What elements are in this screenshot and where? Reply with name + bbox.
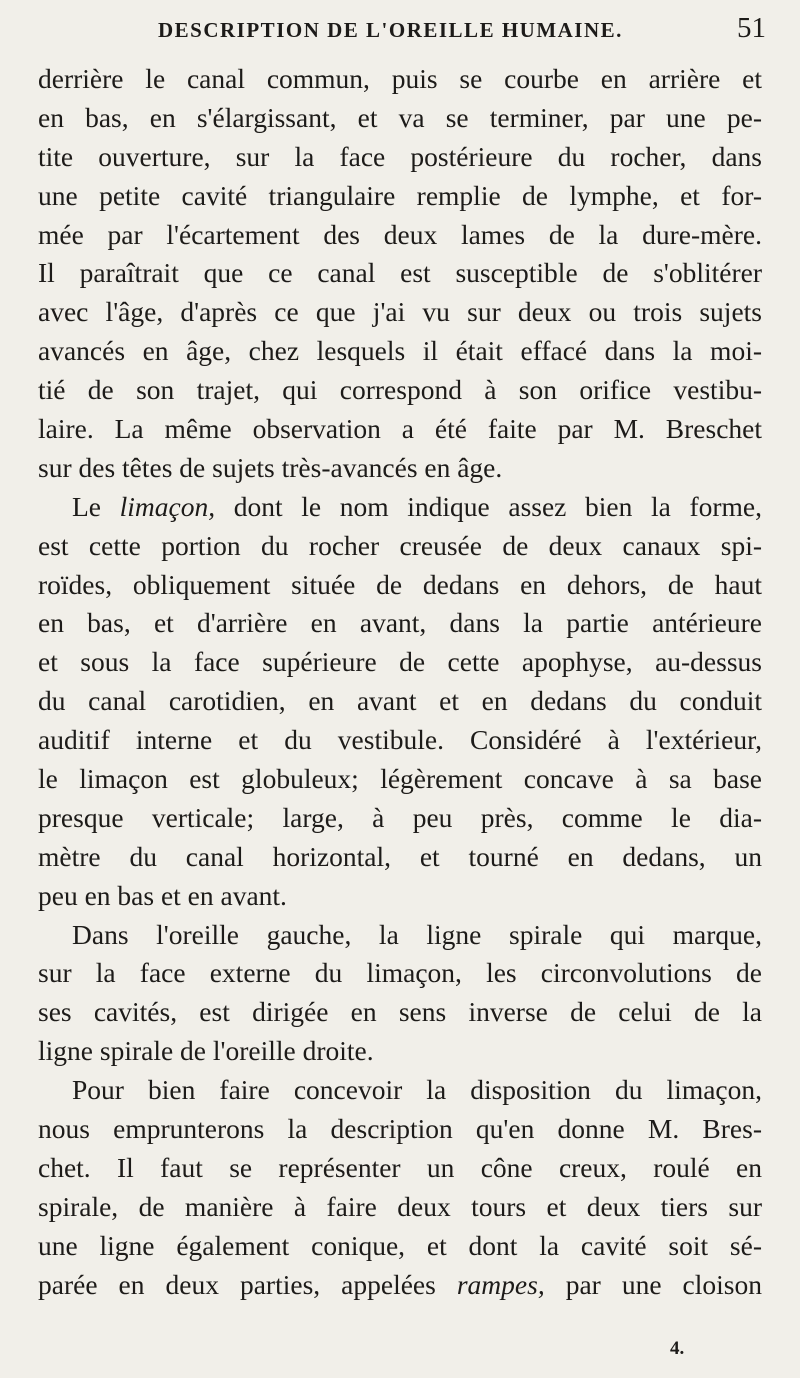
text-line: tite ouverture, sur la face postérieure du rocher, dans bbox=[38, 140, 762, 172]
signature-mark: 4. bbox=[670, 1338, 685, 1359]
text-line: ligne spirale de l'oreille droite. bbox=[38, 1035, 374, 1067]
text-line: mètre du canal horizontal, et tourné en dedans, un bbox=[38, 840, 762, 872]
text-line: ses cavités, est dirigée en sens inverse de celui de la bbox=[38, 996, 762, 1028]
text-line bbox=[38, 488, 762, 527]
text-line: auditif interne et du vestibule. Considéré à l'extérieur, bbox=[38, 724, 762, 756]
text-line: Il paraîtrait que ce canal est susceptible de s'oblitérer bbox=[38, 257, 762, 289]
text-run: parée en deux parties, appelées bbox=[38, 1268, 457, 1300]
text-line: en bas, en s'élargissant, et va se terminer, par une pe- bbox=[38, 101, 762, 133]
text-line bbox=[38, 1266, 762, 1305]
paragraph-3 bbox=[38, 916, 762, 1072]
text-line: presque verticale; large, à peu près, comme le dia- bbox=[38, 801, 762, 833]
text-line: roïdes, obliquement située de dedans en dehors, de haut bbox=[38, 568, 762, 600]
paragraph-2 bbox=[38, 488, 762, 916]
text-line: une ligne également conique, et dont la cavité soit sé- bbox=[38, 1229, 762, 1261]
text-line: mée par l'écartement des deux lames de la dure-mère. bbox=[38, 218, 762, 250]
text-line: laire. La même observation a été faite par M. Breschet bbox=[38, 413, 762, 445]
text-run: par une cloison bbox=[544, 1268, 762, 1300]
page-number: 51 bbox=[737, 12, 766, 44]
running-title: DESCRIPTION DE L'OREILLE HUMAINE. bbox=[158, 18, 623, 42]
text-line: nous emprunterons la description qu'en donne M. Bres- bbox=[38, 1113, 762, 1145]
italic-term: limaçon, bbox=[119, 490, 216, 522]
text-line: avec l'âge, d'après ce que j'ai vu sur deux ou trois sujets bbox=[38, 296, 762, 328]
text-line: en bas, et d'arrière en avant, dans la partie antérieure bbox=[38, 607, 762, 639]
text-line: le limaçon est globuleux; légèrement concave à sa base bbox=[38, 763, 762, 795]
italic-term: rampes, bbox=[456, 1268, 545, 1300]
text-line: derrière le canal commun, puis se courbe en arrière et bbox=[38, 63, 762, 94]
paragraph-4 bbox=[38, 1071, 762, 1304]
body-text bbox=[38, 60, 762, 1305]
running-head bbox=[158, 12, 766, 60]
text-line: une petite cavité triangulaire remplie de lymphe, et for- bbox=[38, 179, 762, 211]
text-run: dont le nom indique assez bien la forme, bbox=[215, 490, 762, 522]
text-line: sur la face externe du limaçon, les circonvolutions de bbox=[38, 957, 762, 989]
text-line: avancés en âge, chez lesquels il était effacé dans la moi- bbox=[38, 335, 762, 367]
text-line: peu en bas et en avant. bbox=[38, 879, 287, 911]
text-line: Pour bien faire concevoir la disposition du limaçon, bbox=[72, 1074, 762, 1106]
text-line: est cette portion du rocher creusée de deux canaux spi- bbox=[38, 529, 762, 561]
text-line: sur des têtes de sujets très-avancés en âge. bbox=[38, 451, 503, 483]
text-line: Dans l'oreille gauche, la ligne spirale qui marque, bbox=[72, 918, 762, 950]
text-run: Le bbox=[72, 490, 120, 522]
paragraph-1 bbox=[38, 60, 762, 488]
text-line: tié de son trajet, qui correspond à son orifice vestibu- bbox=[38, 374, 762, 406]
text-line: et sous la face supérieure de cette apophyse, au-dessus bbox=[38, 646, 762, 678]
text-line: du canal carotidien, en avant et en dedans du conduit bbox=[38, 685, 762, 717]
text-line: spirale, de manière à faire deux tours et deux tiers sur bbox=[38, 1190, 762, 1222]
text-line: chet. Il faut se représenter un cône creux, roulé en bbox=[38, 1151, 762, 1183]
